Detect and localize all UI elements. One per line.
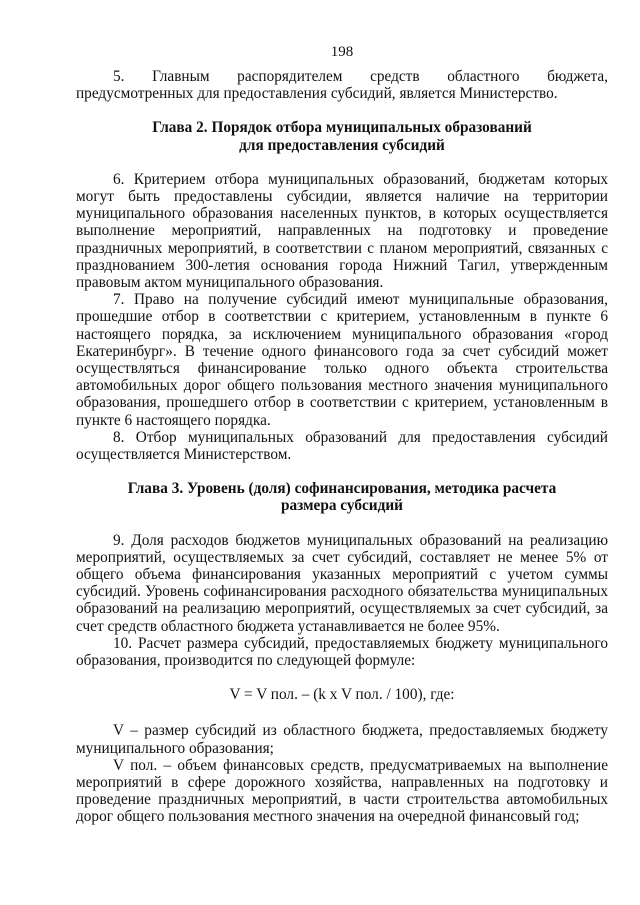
chapter-2-title-line-2: для предоставления субсидий	[239, 136, 445, 154]
formula: V = V пол. – (k x V пол. / 100), где:	[229, 686, 455, 704]
paragraph-9: 9. Доля расходов бюджетов муниципальных образований на реализацию мероприятий, осуществляемых за счет субсидий, составляет не менее 5% от общего объема финансирования указанных мероприятий с учетом суммы субсидий. Уровень софинансирования расходного обязательства муниципальных образований на реализацию мероприятий, осуществляемых за счет субсидий, за счет средств областного бюджета устанавливается не более 95%.	[76, 531, 608, 635]
paragraph-8: 8. Отбор муниципальных образований для предоставления субсидий осуществляется Министерством.	[76, 428, 608, 464]
paragraph-5: 5. Главным распорядителем средств областного бюджета, предусмотренных для предоставления субсидий, является Министерство.	[76, 68, 608, 103]
chapter-3-title-line-1: Глава 3. Уровень (доля) софинансирования, методика расчета	[127, 480, 557, 498]
paragraph-10: 10. Расчет размера субсидий, предоставляемых бюджету муниципального образования, производится по следующей формуле:	[76, 634, 608, 670]
paragraph-7: 7. Право на получение субсидий имеют муниципальные образования, прошедшие отбор в соответствии с критерием, установленным в пункте 6 настоящего порядка, за исключением муниципального образования «город Екатеринбург». В течение одного финансового года за счет субсидий может осуществляться финансирование только одного объекта строительства автомобильных дорог общего пользования местного значения муниципального образования, прошедшего отбор в соответствии с критерием, установленным в пункте 6 настоящего порядка.	[76, 291, 608, 429]
chapter-3-title-line-2: размера субсидий	[281, 497, 403, 515]
paragraph-6: 6. Критерием отбора муниципальных образований, бюджетам которых могут быть предоставлены субсидии, является наличие на территории муниципального образования населенных пунктов, в которых осуществляется выполнение мероприятий, направленных на подготовку и проведение праздничных мероприятий, в соответствии с планом мероприятий, связанных с празднованием 300-летия основания города Нижний Тагил, утвержденным правовым актом муниципального образования.	[76, 170, 608, 292]
page-number: 198	[330, 44, 354, 60]
chapter-2-title-line-1: Глава 2. Порядок отбора муниципальных образований	[152, 119, 532, 137]
definition-v: V – размер субсидий из областного бюджета, предоставляемых бюджету муниципального образования;	[76, 722, 608, 757]
definition-v-pol: V пол. – объем финансовых средств, предусматриваемых на выполнение мероприятий в сфере дорожного хозяйства, направленных на подготовку и проведение праздничных мероприятий, в части строительства автомобильных дорог общего пользования местного значения на очередной финансовый год;	[76, 756, 608, 826]
